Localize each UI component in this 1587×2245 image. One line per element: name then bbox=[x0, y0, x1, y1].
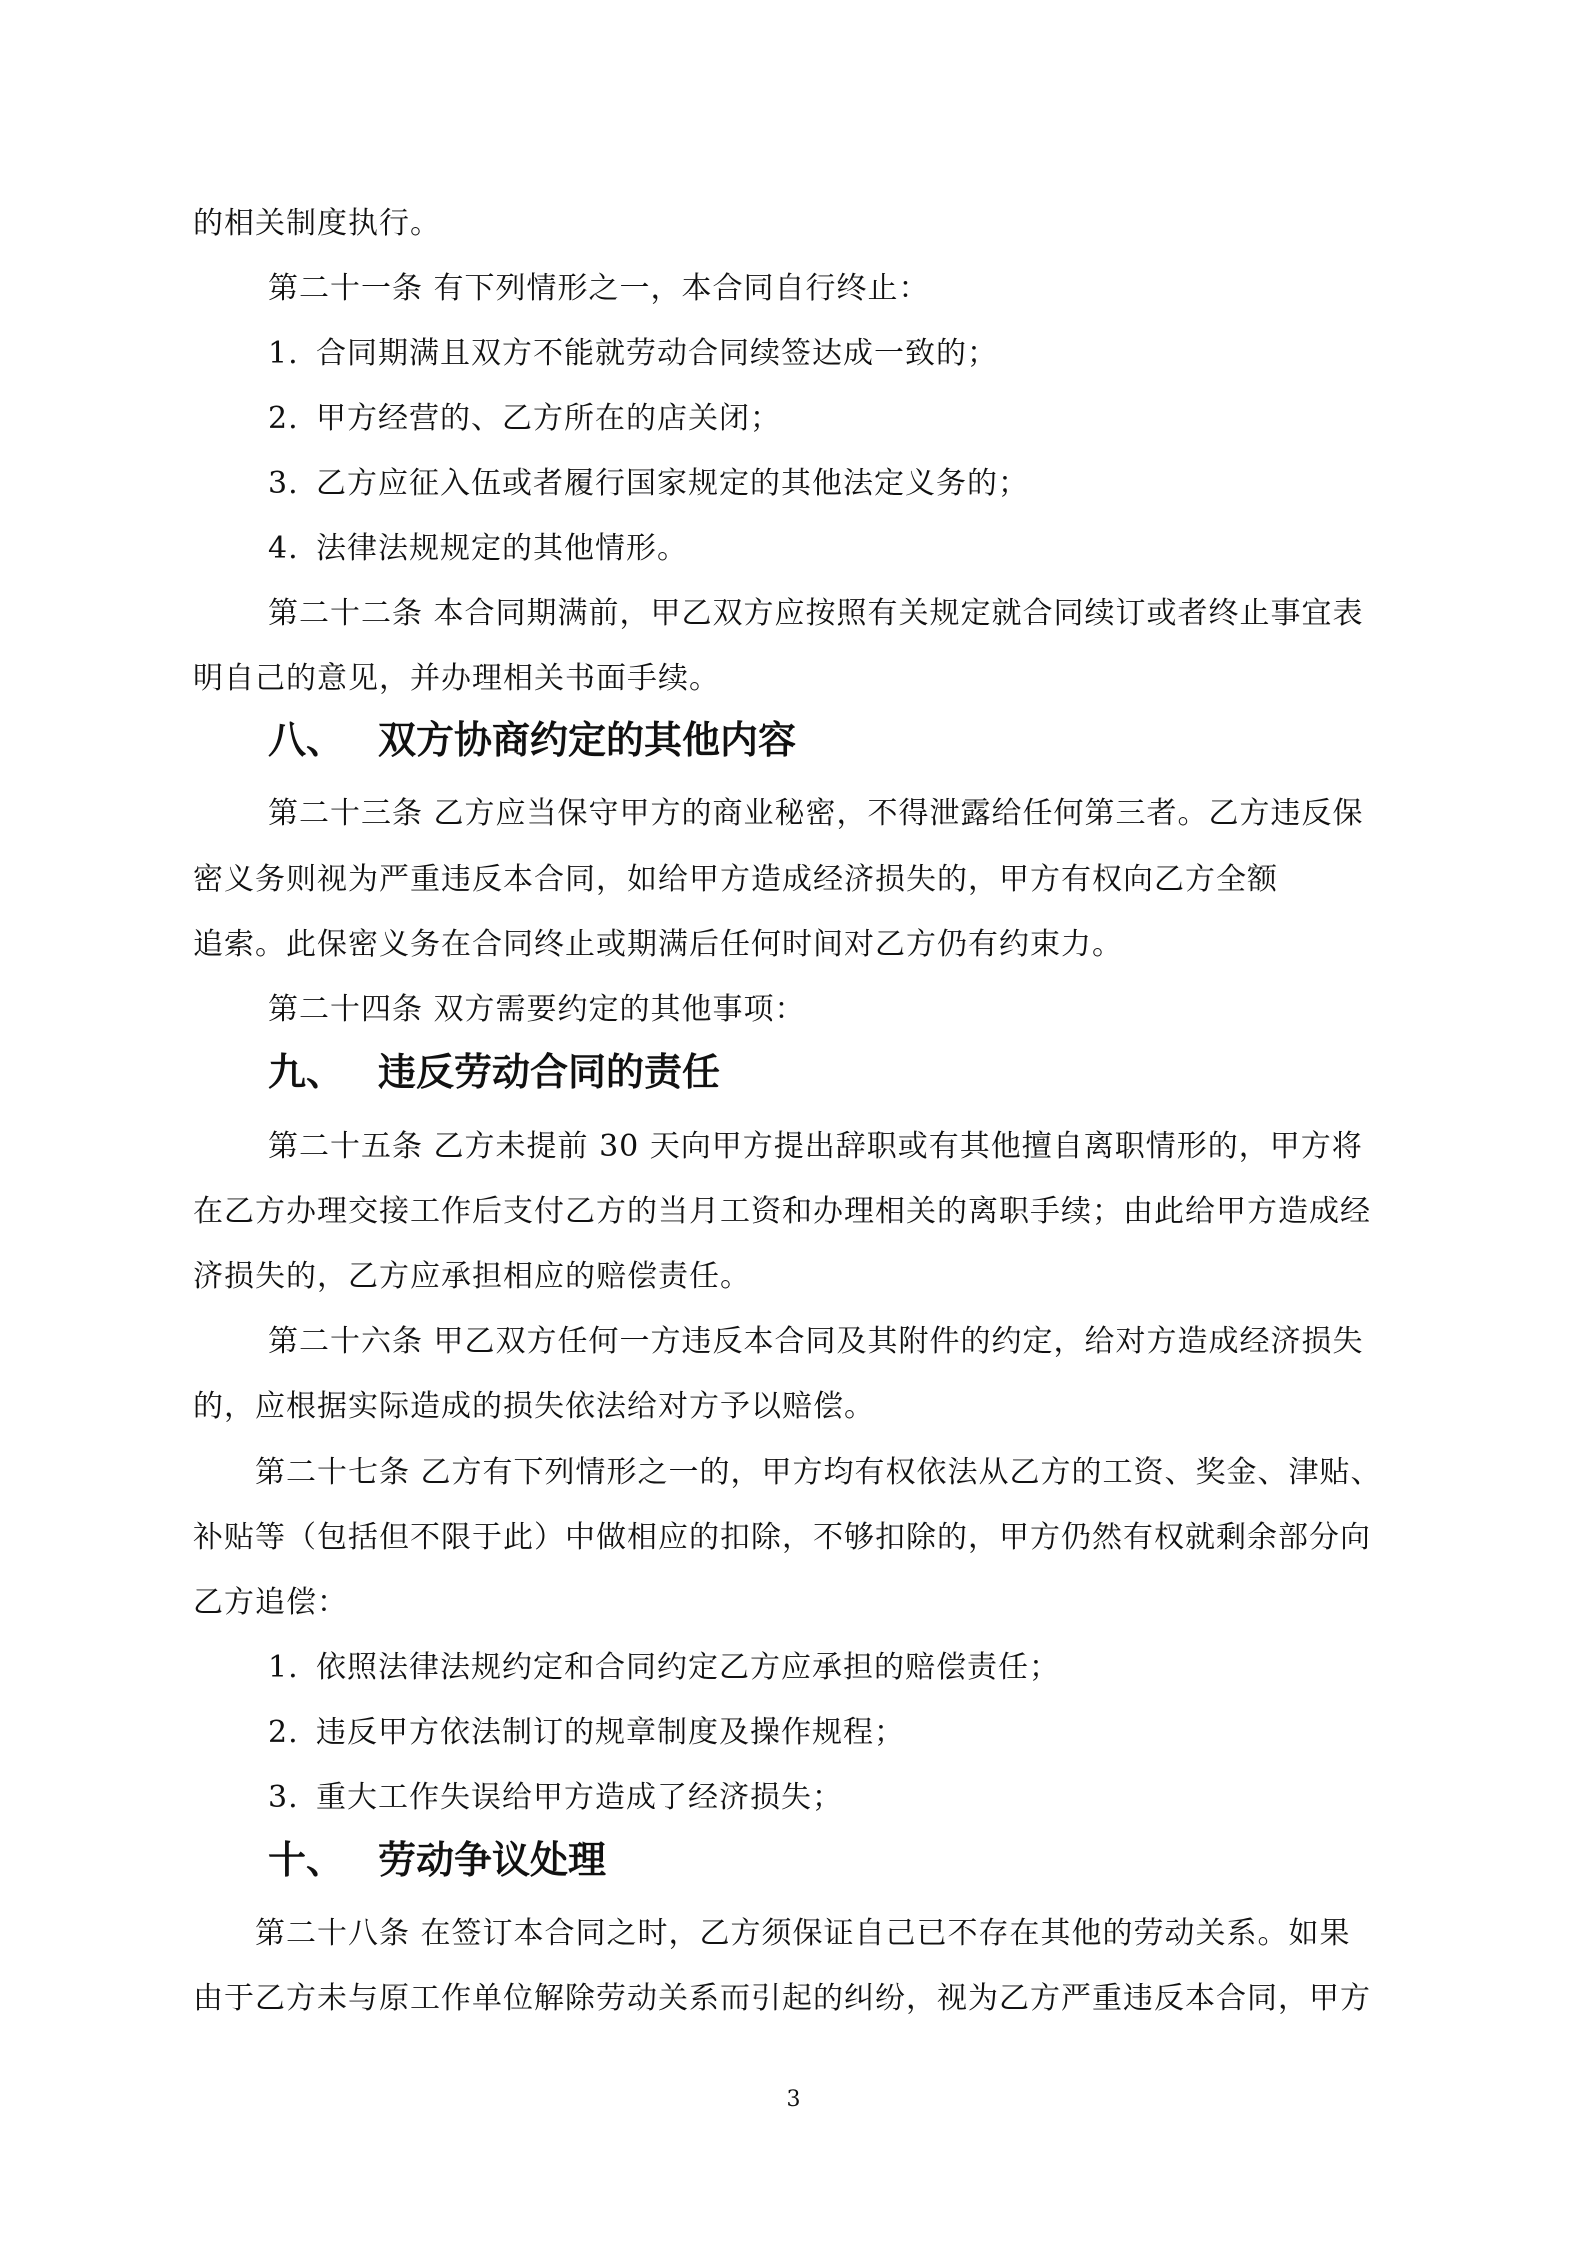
list-item-text: 违反甲方依法制订的规章制度及操作规程； bbox=[316, 1715, 905, 1750]
section-title: 劳动争议处理 bbox=[378, 1837, 607, 1882]
list-item-text: 乙方应征入伍或者履行国家规定的其他法定义务的； bbox=[316, 466, 1029, 501]
list-item bbox=[268, 1713, 905, 1753]
list-item bbox=[268, 464, 1029, 504]
paragraph-line: 济损失的，乙方应承担相应的赔偿责任。 bbox=[193, 1259, 751, 1294]
list-item-number: 3. bbox=[268, 466, 299, 501]
paragraph-line: 密义务则视为严重违反本合同，如给甲方造成经济损失的，甲方有权向乙方全额 bbox=[193, 862, 1278, 897]
paragraph-line: 第二十八条 在签订本合同之时，乙方须保证自己已不存在其他的劳动关系。如果 bbox=[255, 1916, 1351, 1951]
paragraph-line: 明自己的意见，并办理相关书面手续。 bbox=[193, 661, 720, 696]
section-number: 八、 bbox=[268, 717, 345, 762]
paragraph-line: 第二十五条 乙方未提前 30 天向甲方提出辞职或有其他擅自离职情形的，甲方将 bbox=[268, 1129, 1363, 1164]
list-item-number: 3. bbox=[268, 1780, 299, 1815]
section-number: 十、 bbox=[268, 1837, 345, 1882]
list-item-text: 甲方经营的、乙方所在的店关闭； bbox=[316, 401, 781, 436]
section-number: 九、 bbox=[268, 1049, 345, 1094]
list-item-number: 1. bbox=[268, 1650, 299, 1685]
list-item-text: 合同期满且双方不能就劳动合同续签达成一致的； bbox=[316, 336, 998, 371]
list-item bbox=[268, 1648, 1060, 1688]
paragraph-line: 第二十六条 甲乙双方任何一方违反本合同及其附件的约定，给对方造成经济损失 bbox=[268, 1324, 1364, 1359]
page-number: 3 bbox=[786, 2087, 801, 2112]
list-item-text: 依照法律法规约定和合同约定乙方应承担的赔偿责任； bbox=[316, 1650, 1060, 1685]
section-heading-10 bbox=[268, 1836, 606, 1884]
paragraph-line: 第二十三条 乙方应当保守甲方的商业秘密，不得泄露给任何第三者。乙方违反保 bbox=[268, 796, 1364, 831]
paragraph-line: 追索。此保密义务在合同终止或期满后任何时间对乙方仍有约束力。 bbox=[193, 927, 1123, 962]
paragraph-line: 补贴等（包括但不限于此）中做相应的扣除，不够扣除的，甲方仍然有权就剩余部分向 bbox=[193, 1520, 1371, 1555]
list-item-text: 法律法规规定的其他情形。 bbox=[316, 531, 688, 566]
list-item-number: 4. bbox=[268, 531, 299, 566]
section-heading-8 bbox=[268, 716, 796, 764]
paragraph-line: 第二十四条 双方需要约定的其他事项： bbox=[268, 992, 806, 1027]
list-item bbox=[268, 399, 781, 439]
list-item bbox=[268, 529, 688, 569]
paragraph-line: 乙方追偿： bbox=[193, 1585, 348, 1620]
list-item-number: 2. bbox=[268, 1715, 299, 1750]
section-title: 双方协商约定的其他内容 bbox=[378, 717, 797, 762]
list-item-number: 1. bbox=[268, 336, 299, 371]
list-item bbox=[268, 1778, 843, 1818]
section-title: 违反劳动合同的责任 bbox=[378, 1049, 721, 1094]
paragraph-line: 由于乙方未与原工作单位解除劳动关系而引起的纠纷，视为乙方严重违反本合同，甲方 bbox=[193, 1981, 1371, 2016]
paragraph-line: 第二十二条 本合同期满前，甲乙双方应按照有关规定就合同续订或者终止事宜表 bbox=[268, 596, 1364, 631]
list-item-text: 重大工作失误给甲方造成了经济损失； bbox=[316, 1780, 843, 1815]
article-21-heading-line: 第二十一条 有下列情形之一，本合同自行终止： bbox=[268, 271, 930, 306]
section-heading-9 bbox=[268, 1048, 720, 1096]
paragraph-line: 的相关制度执行。 bbox=[193, 206, 441, 241]
paragraph-line: 的，应根据实际造成的损失依法给对方予以赔偿。 bbox=[193, 1389, 875, 1424]
list-item bbox=[268, 334, 998, 374]
list-item-number: 2. bbox=[268, 401, 299, 436]
paragraph-line: 在乙方办理交接工作后支付乙方的当月工资和办理相关的离职手续；由此给甲方造成经 bbox=[193, 1194, 1371, 1229]
paragraph-line: 第二十七条 乙方有下列情形之一的，甲方均有权依法从乙方的工资、奖金、津贴、 bbox=[255, 1455, 1382, 1490]
